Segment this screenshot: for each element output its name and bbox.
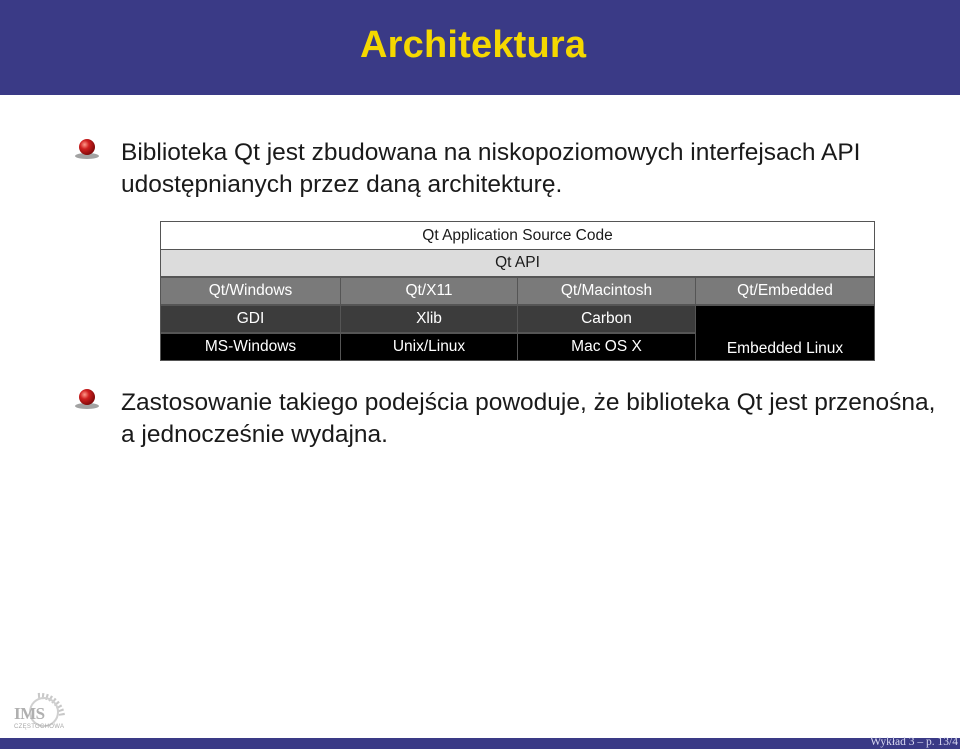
page-number: Wykład 3 – p. 13/4 xyxy=(870,736,958,748)
footer-bar xyxy=(0,738,960,749)
system-cell-embedded: Embedded Linux xyxy=(695,305,875,361)
bullet-ball-icon xyxy=(70,387,100,411)
logo-subtext: CZĘSTOCHOWA xyxy=(14,724,65,730)
port-cell: Qt/Macintosh xyxy=(517,277,696,305)
slide-title: Architektura xyxy=(360,24,587,66)
toolkit-cell: Carbon xyxy=(517,305,696,333)
toolkit-cell: Xlib xyxy=(340,305,518,333)
bullet-ball-icon xyxy=(70,137,100,161)
toolkit-cell: GDI xyxy=(160,305,341,333)
bullet-text: Zastosowanie takiego podejścia powoduje, że biblioteka Qt jest przenośna, a jednocześnie wydajna. xyxy=(121,389,936,448)
port-cell: Qt/Windows xyxy=(160,277,341,305)
logo-text: IMS xyxy=(14,704,45,723)
system-cell: Unix/Linux xyxy=(340,333,518,361)
system-cell: MS-Windows xyxy=(160,333,341,361)
architecture-table xyxy=(160,221,875,360)
port-cell: Qt/Embedded xyxy=(695,277,875,305)
port-cell: Qt/X11 xyxy=(340,277,518,305)
system-cell: Mac OS X xyxy=(517,333,696,361)
bullet-text: Biblioteka Qt jest zbudowana na niskopoziomowych interfejsach API udostępnianych przez daną architekturę. xyxy=(121,139,861,198)
source-code-row: Qt Application Source Code xyxy=(160,221,875,250)
api-row: Qt API xyxy=(160,249,875,277)
